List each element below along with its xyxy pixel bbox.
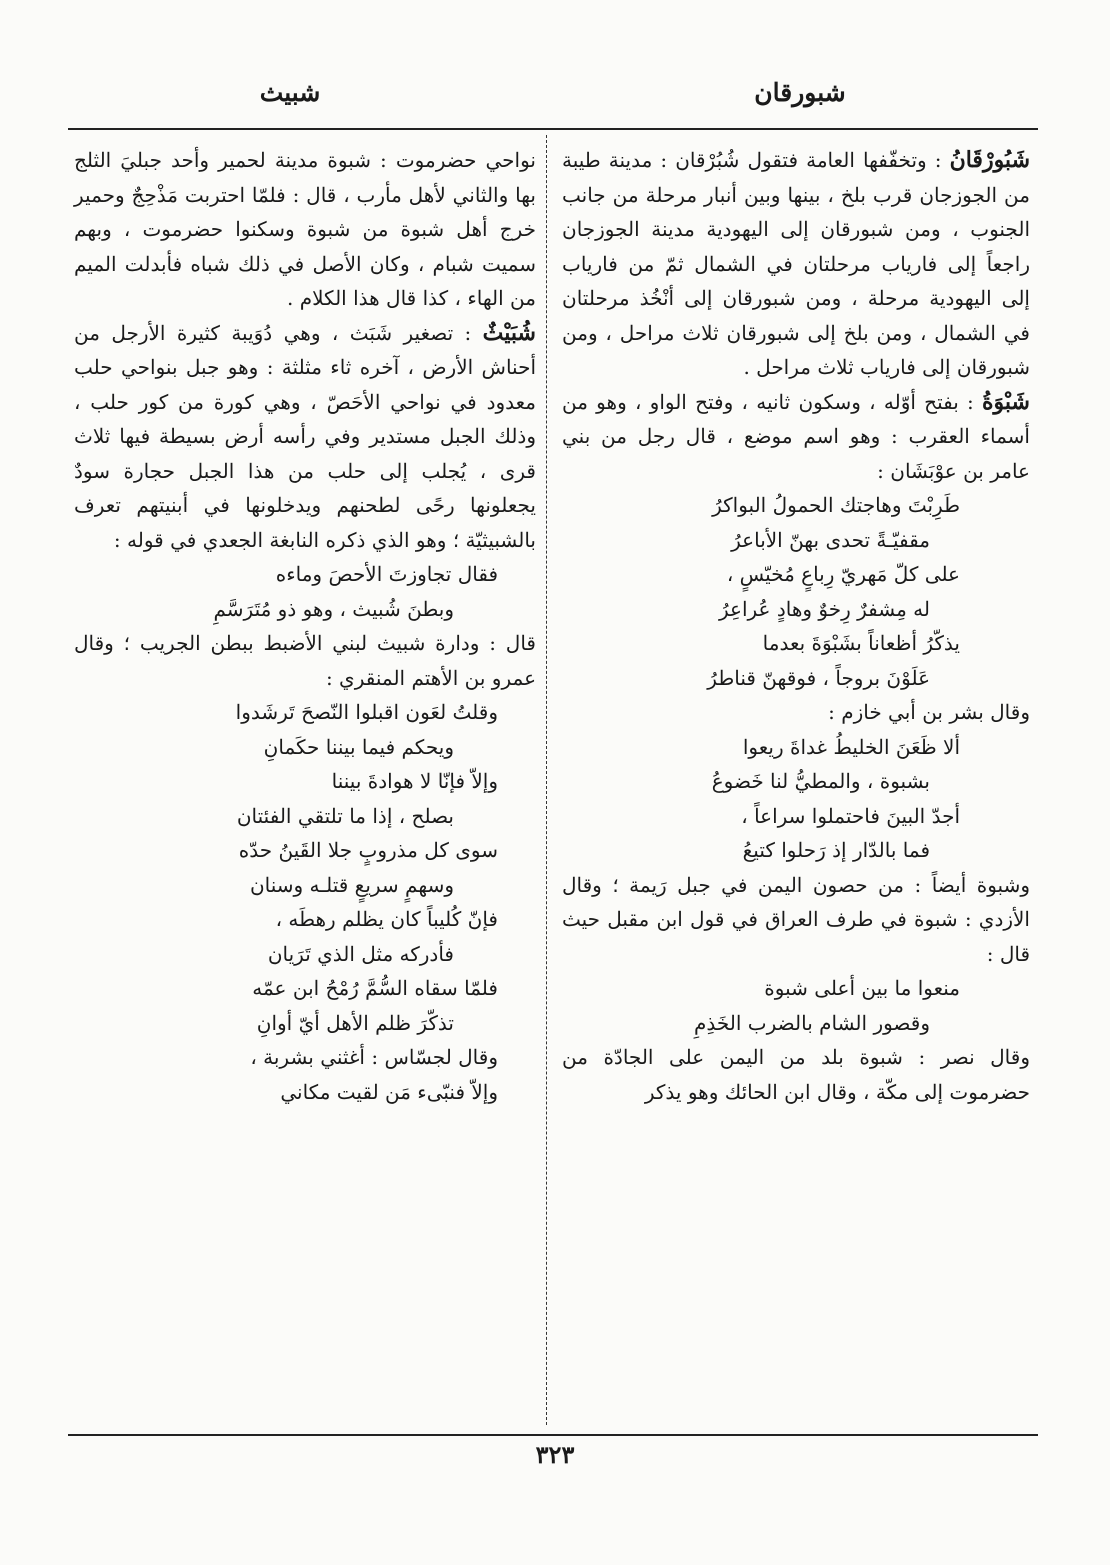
- verse-line: أجدّ البينَ فاحتملوا سراعاً ،: [741, 803, 960, 828]
- entry-shaburqan-text: : وتخفّفها العامة فتقول شُبُرْقان : مدينة طيبة من الجوزجان قرب بلخ ، بينها وبين أنبار مرحلة من جانب الجنوب ، ومن شبورقان إلى اليهودية مدينة الجوزجان راجعاً إلى فارياب مرحلتان في الشمال ثمّ من فارياب إلى اليهودية مرحلة ، ومن شبورقان إلى أنْخُذ مرحلتان في الشمال ، ومن بلخ إلى شبورقان ثلاث مراحل ، ومن شبورقان إلى فارياب ثلاث مراحل .: [562, 148, 1030, 379]
- entry-shaburqan: [562, 143, 1030, 385]
- verse-line: فأدركه مثل الذي تَرَيان: [267, 941, 454, 966]
- footer-rule: [68, 1434, 1038, 1436]
- headword-shaburqan: شَبُورْقَانُ: [949, 147, 1030, 173]
- text-line: وقال بشر بن أبي خازم :: [828, 700, 1030, 724]
- verse-line: تذكّرَ ظلم الأهل أيّ أوانِ: [256, 1010, 454, 1035]
- verse-line: سوى كل مذروبٍ جلا القَينُ حدّه: [238, 838, 498, 862]
- verse-line: منعوا ما بين أعلى شبوة: [764, 976, 960, 1000]
- verse-line: وإلاّ فإنّا لا هوادةَ بيننا: [331, 769, 498, 793]
- column-divider: [546, 135, 547, 1425]
- running-header-left: شبيث: [259, 78, 321, 107]
- entry-shabwa-text: : بفتح أوّله ، وسكون ثانيه ، وفتح الواو ، وهو من أسماء العقرب : وهو اسم موضع ، قال رجل من بني عامر بن عوْبَشَان :: [562, 389, 1030, 483]
- verse-line: ألا ظَعَنَ الخليطُ غداةَ ريعوا: [742, 734, 960, 759]
- entry-shubayth-text: : تصغير شَبَث ، وهي دُوَيبة كثيرة الأرجل من أحناش الأرض ، آخره ثاء مثلثة : وهو جبل بنواحي حلب معدود في نواحي الأحَصّ ، وهي كورة من كور حلب ، وذلك الجبل مستدير وفي رأسه أرض بسيطة فيها ثلاث قرى ، يُجلب إلى حلب من هذا الجبل حجارة سودٌ يجعلونها رحًى لطحنهم ويدخلونها في أبنيتهم تعرف بالشبيثيّة ؛ وهو الذي ذكره النابغة الجعدي في قوله :: [74, 320, 536, 552]
- header-rule: [68, 128, 1038, 130]
- verse-line: فقال تجاوزتَ الأحصَ وماءه: [275, 562, 498, 586]
- verse-line: طَرِبْتَ وهاجتك الحمولُ البواكرُ: [712, 493, 960, 517]
- entry-shabwa: [562, 385, 1030, 489]
- verse-line: وقلتُ لعَون اقبلوا النّصحَ تَرشَدوا: [235, 700, 498, 724]
- verse-line: يذكّرُ أظعاناً بشَبْوَةَ بعدما: [762, 631, 960, 655]
- verse-line: على كلّ مَهريّ رِباعٍ مُخيّسٍ ،: [726, 562, 960, 586]
- entry-shubayth: [74, 316, 536, 558]
- verse-line: فما بالدّار إذ رَحلوا كتيعُ: [742, 838, 930, 862]
- verse-line: وبطنَ شُبيث ، وهو ذو مُتَرَسَّمِ: [213, 596, 454, 621]
- verse-line: بصلح ، إذا ما تلتقي الفئتان: [236, 803, 454, 828]
- right-column: [562, 143, 1030, 1109]
- verse-line: فإنّ كُليباً كان يظلم رهطَه ،: [275, 907, 498, 931]
- page-number: ٣٢٣: [535, 1440, 575, 1469]
- verse-line: وقصور الشام بالضرب الخَذِمِ: [694, 1010, 930, 1035]
- paragraph: وشبوة أيضاً : من حصون اليمن في جبل رَيمة ؛ وقال الأزدي : شبوة في طرف العراق في قول ابن مقبل حيث قال :: [562, 872, 1030, 966]
- paragraph: نواحي حضرموت : شبوة مدينة لحمير وأحد جبليَ الثلج بها والثاني لأهل مأرب ، قال : فلمّا احتربت مَذْحِجٌ وحمير خرج أهل شبوة من شبوة وسكنوا حضرموت ، وبهم سميت شبام ، وكان الأصل في ذلك شباه فأبدلت الميم من الهاء ، كذا قال هذا الكلام .: [74, 148, 536, 310]
- paragraph: وقال نصر : شبوة بلد من اليمن على الجادّة من حضرموت إلى مكّة ، وقال ابن الحائك وهو يذكر: [562, 1045, 1030, 1104]
- verse-line: بشبوة ، والمطيُّ لنا خَضوعُ: [711, 769, 930, 793]
- verse-line: وإلاّ فنبّىء مَن لقيت مكاني: [280, 1079, 498, 1104]
- verse-line: وسهمٍ سريعٍ قتلـه وسنان: [249, 872, 454, 897]
- running-header-right: شبورقان: [754, 78, 846, 107]
- verse-line: وقال لجسّاس : أغثني بشربة ،: [250, 1045, 498, 1069]
- verse-line: فلمّا سقاه السُّمَّ رُمْحُ ابن عمّه: [252, 976, 498, 1000]
- verse-line: مقفيّـةً تحدى بهنّ الأباعرُ: [731, 527, 930, 552]
- verse-line: عَلَوْنَ بروجاً ، فوقهنّ قناطرُ: [707, 665, 930, 690]
- left-column: [74, 143, 536, 1109]
- verse-line: له مِشفرٌ رِخوٌ وهادٍ عُراعِرُ: [718, 596, 930, 621]
- headword-shubayth: شُبَيْثٌ: [482, 319, 536, 346]
- verse-line: ويحكم فيما بيننا حكَمانِ: [263, 734, 454, 759]
- paragraph: قال : ودارة شبيث لبني الأضبط ببطن الجريب ؛ وقال عمرو بن الأهتم المنقري :: [74, 631, 536, 690]
- headword-shabwa: شَبْوَةُ: [982, 388, 1030, 415]
